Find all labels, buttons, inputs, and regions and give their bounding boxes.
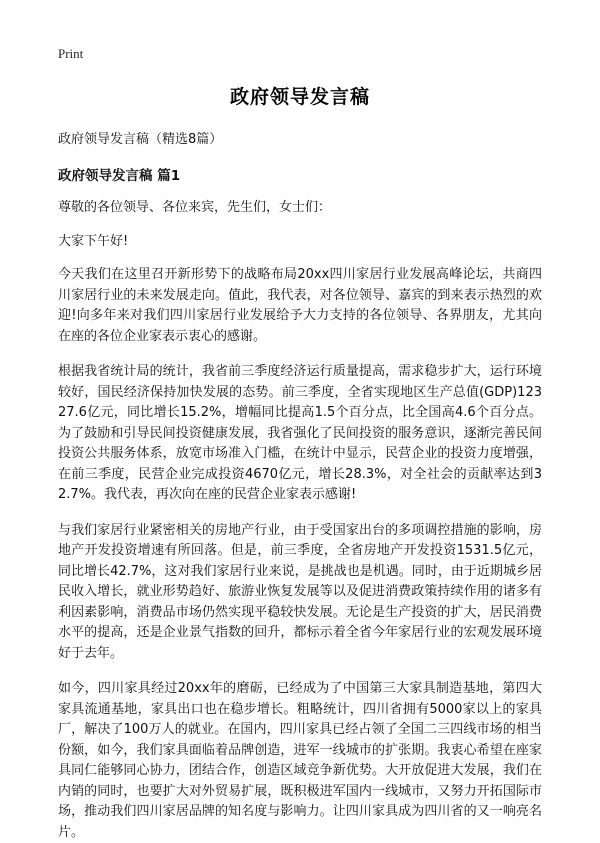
document-title: 政府领导发言稿 <box>229 86 370 108</box>
section-heading: 政府领导发言稿 篇1 <box>58 168 181 184</box>
greeting-paragraph: 大家下午好! <box>58 233 129 249</box>
body-paragraph-3: 与我们家居行业紧密相关的房地产行业，由于受国家出台的多项调控措施的影响，房地产开发投资增速有所回落。但是，前三季度，全省房地产开发投资1531.5亿元，同比增长42.7%，这对我们家居行业来说，是挑战也是机遇。同时，由于近期城乡居民收入增长，就业形势趋好、旅游业恢复发展等以及促进消费政策持续作用的诸多有利因素影响，消费品市场仍然实现平稳较快发展。无论是生产投资的扩大，居民消费水平的提高，还是企业景气指数的回升，都标示着全省今年家居行业的宏观发展环境好于去年。 <box>58 522 542 661</box>
body-paragraph-4: 如今，四川家具经过20xx年的磨砺，已经成为了中国第三大家具制造基地，第四大家具流通基地，家具出口也在稳步增长。粗略统计，四川省拥有5000家以上的家具厂，解决了100万人的就业。在国内，四川家具已经占领了全国二三四线市场的相当份额，如今，我们家具面临着品牌创造，进军一线城市的扩张期。我衷心希望在座家具同仁能够同心协力，团结合作，创造区域竞争新优势。大开放促进大发展，我们在内销的同时，也要扩大对外贸易扩展，既积极进军国内一线城市，又努力开拓国际市场，推动我们四川家居品牌的知名度与影响力。让四川家具成为四川省的又一响亮名片。 <box>58 681 542 840</box>
salutation-paragraph: 尊敬的各位领导、各位来宾，先生们，女士们： <box>58 200 332 215</box>
document-subtitle: 政府领导发言稿（精选8篇） <box>58 132 223 147</box>
print-label[interactable]: Print <box>58 46 84 61</box>
body-paragraph-2: 根据我省统计局的统计，我省前三季度经济运行质量提高，需求稳步扩大，运行环境较好，国民经济保持加快发展的态势。前三季度，全省实现地区生产总值(GDP)12327.6亿元，同比增长15.2%，增幅同比提高1.5个百分点，比全国高4.6个百分点。为了鼓励和引导民间投资健康发展，我省强化了民间投资的服务意识，逐渐完善民间投资公共服务体系，放宽市场准入门槛，在统计中显示，民营企业的投资力度增强，在前三季度，民营企业完成投资4670亿元，增长28.3%，对全社会的贡献率达到32.7%。我代表，再次向在座的民营企业家表示感谢! <box>58 364 542 502</box>
body-paragraph-1: 今天我们在这里召开新形势下的战略布局20xx四川家居行业发展高峰论坛，共商四川家居行业的未来发展走向。值此，我代表，对各位领导、嘉宾的到来表示热烈的欢迎!向多年来对我们四川家居行业发展给予大力支持的各位领导、各界朋友，尤其向在座的各位企业家表示衷心的感谢。 <box>58 267 542 344</box>
